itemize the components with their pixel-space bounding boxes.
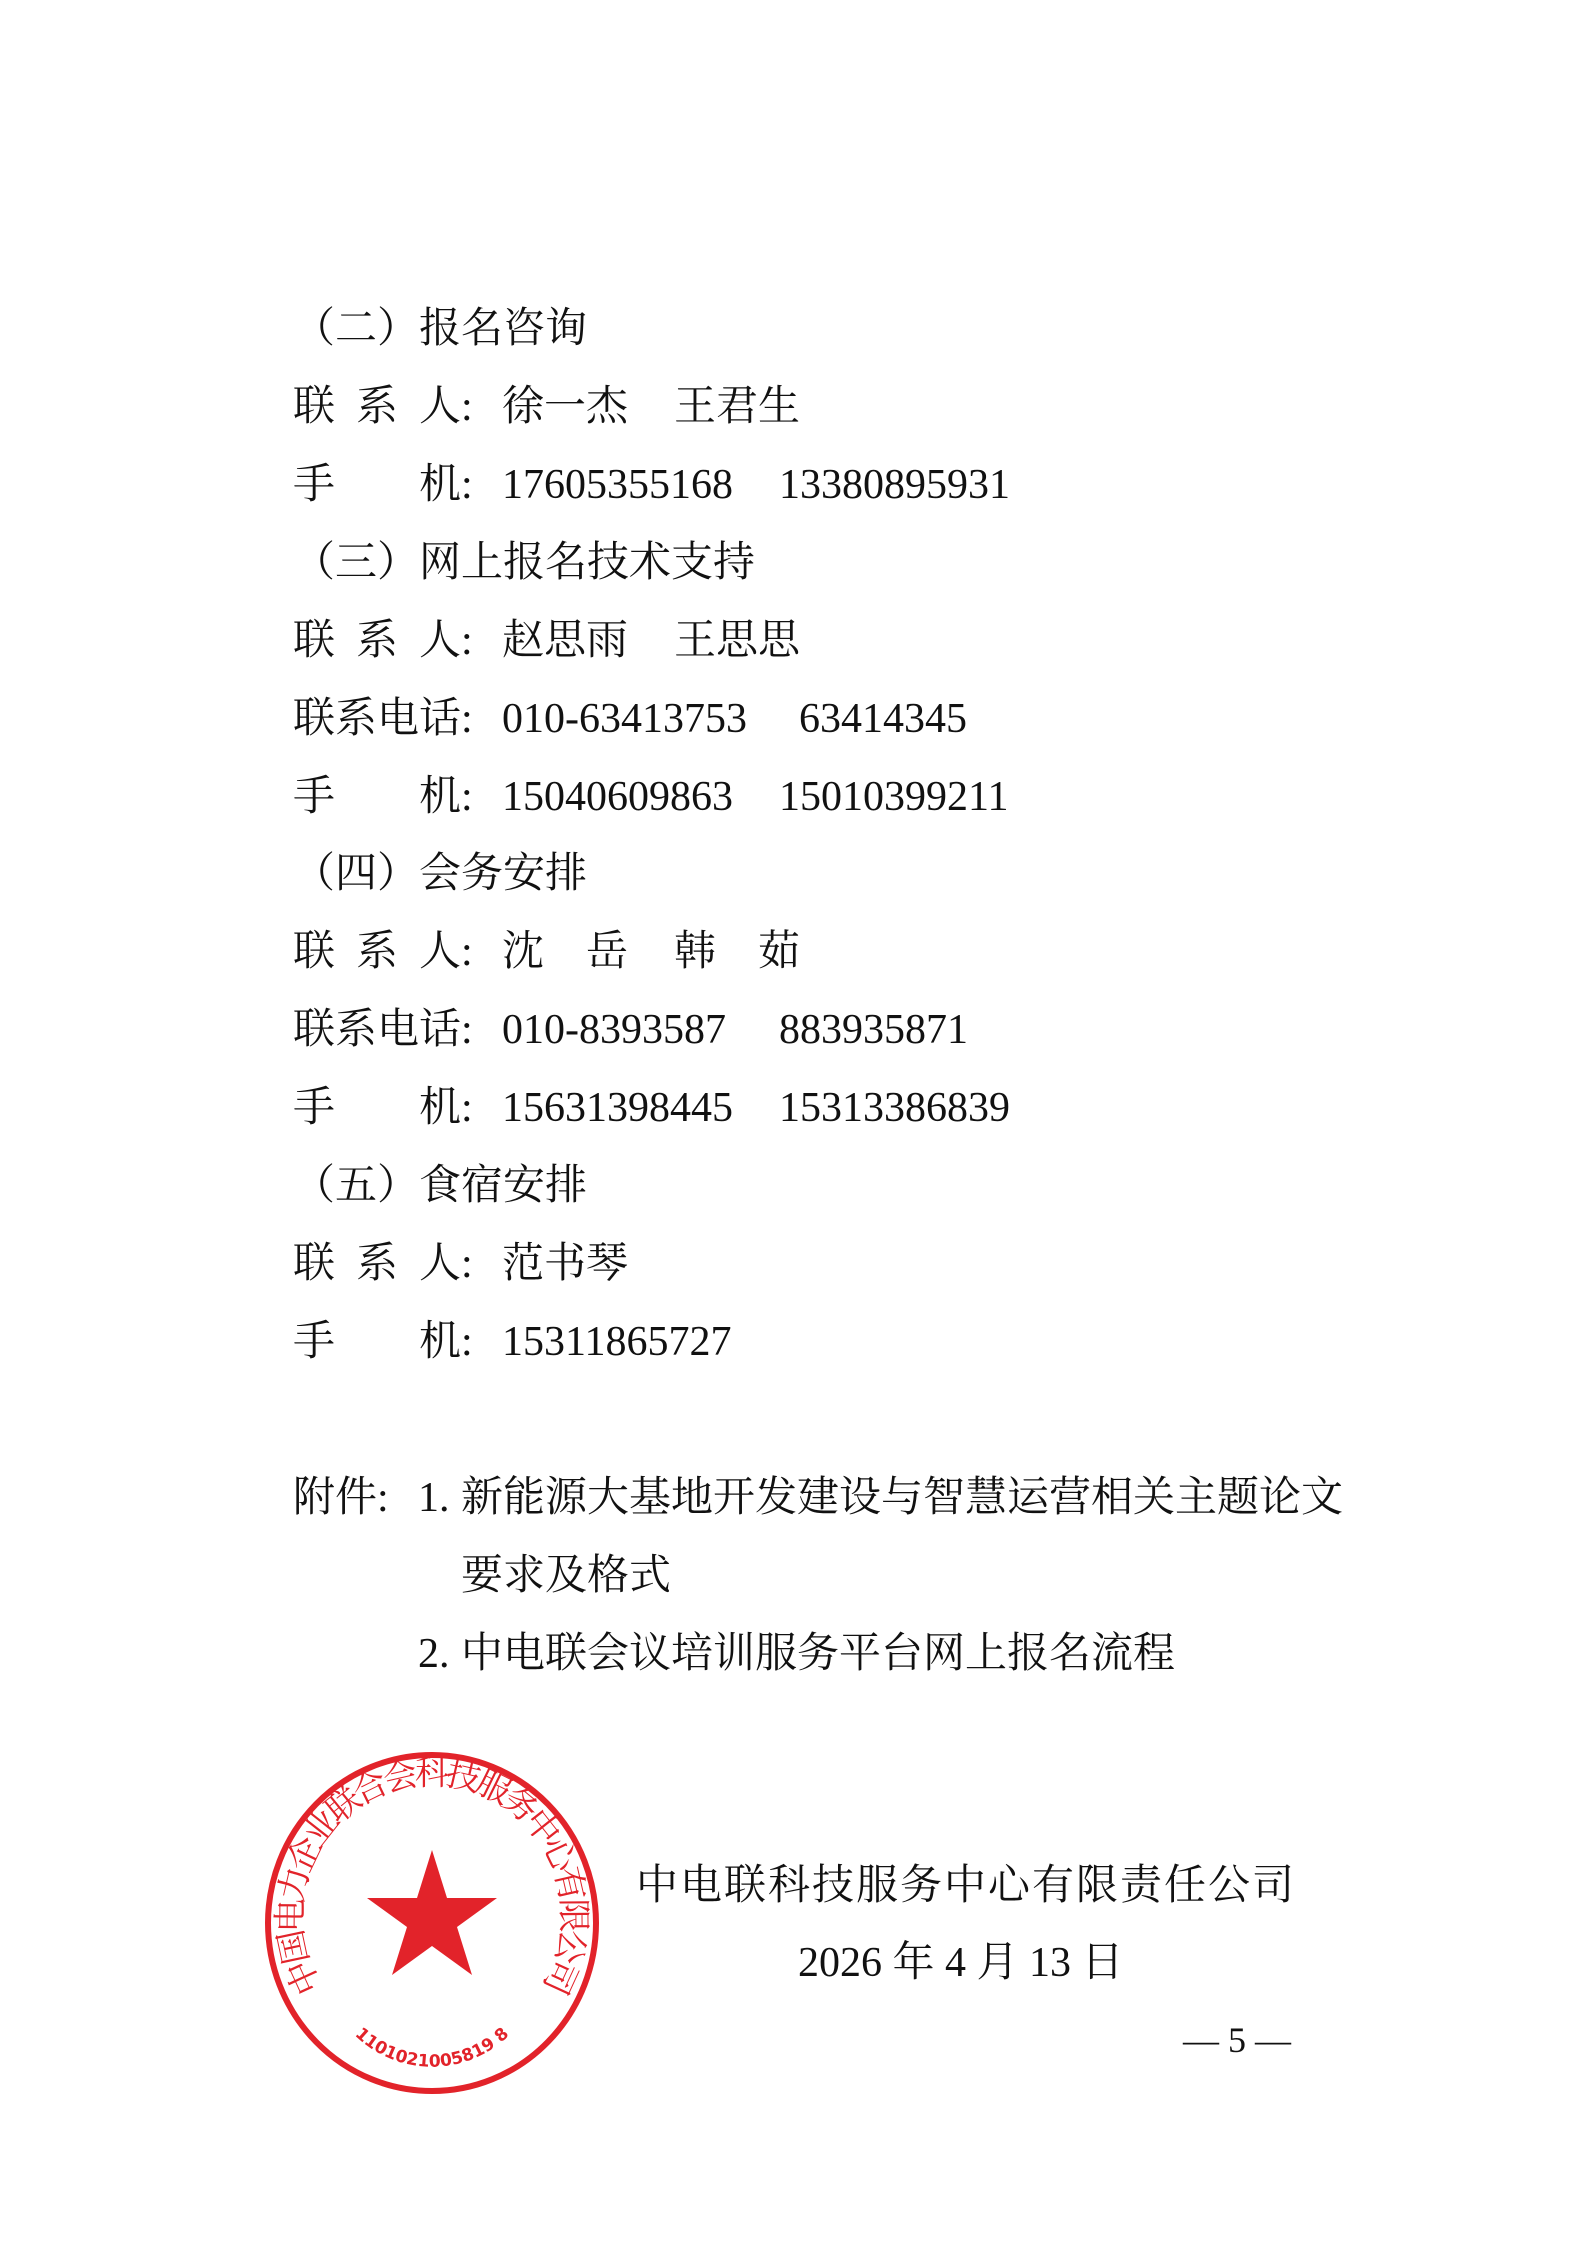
page-number: — 5 — — [1183, 2020, 1291, 2060]
contact-row — [293, 379, 1193, 435]
row-label: 手机 — [293, 1319, 461, 1365]
section-heading: （三）网上报名技术支持 — [293, 540, 756, 586]
colon: : — [461, 462, 473, 508]
contact-row — [293, 1236, 1193, 1292]
phone-number: 15040609863 — [502, 774, 733, 820]
phone-number: 17605355168 — [502, 462, 733, 508]
section-heading: （四）会务安排 — [293, 851, 588, 897]
row-label: 联系电话 — [293, 696, 462, 742]
attachments-label: 附件: — [293, 1475, 389, 1521]
star-icon — [367, 1850, 497, 1975]
row-label: 联系人 — [293, 384, 461, 430]
colon: : — [461, 1319, 473, 1365]
colon: : — [461, 929, 473, 975]
signature-company: 中电联科技服务中心有限责任公司 — [636, 1863, 1297, 1909]
attachment-number: 2. — [418, 1631, 450, 1677]
phone-number: 15311865727 — [502, 1319, 732, 1365]
contact-row — [293, 1314, 1193, 1370]
phone-number: 15631398445 — [502, 1085, 733, 1131]
contact-name: 王思思 — [674, 618, 801, 664]
contact-name: 赵思雨 — [502, 618, 629, 664]
phone-number: 63414345 — [799, 696, 967, 742]
contact-name: 沈 岳 — [502, 929, 629, 975]
contact-name: 韩 茹 — [674, 929, 801, 975]
colon: : — [461, 1007, 473, 1053]
colon: : — [461, 618, 473, 664]
attachment-title[interactable]: 中电联会议培训服务平台网上报名流程 — [461, 1631, 1176, 1677]
colon: : — [461, 384, 473, 430]
colon: : — [461, 696, 473, 742]
row-label: 联系人 — [293, 1241, 461, 1287]
row-label: 手机 — [293, 1085, 461, 1131]
contact-row — [293, 1002, 1193, 1058]
colon: : — [461, 1085, 473, 1131]
phone-number: 883935871 — [779, 1007, 968, 1053]
contact-name: 徐一杰 — [502, 384, 629, 430]
contact-row — [293, 1080, 1193, 1136]
official-seal — [262, 1750, 602, 2096]
seal-text: 中国电力企业联合会科技服务中心有限公司 — [270, 1753, 594, 2001]
row-label: 联系电话 — [293, 1007, 462, 1053]
phone-number: 010-8393587 — [502, 1007, 726, 1053]
phone-number: 010-63413753 — [502, 696, 747, 742]
section-heading: （二）报名咨询 — [293, 306, 588, 352]
contact-row — [293, 613, 1193, 669]
colon: : — [461, 1241, 473, 1287]
attachment-number: 1. — [418, 1475, 450, 1521]
contact-row — [293, 457, 1193, 513]
phone-number: 15010399211 — [779, 774, 1009, 820]
row-label: 联系人 — [293, 618, 461, 664]
contact-name: 王君生 — [674, 384, 801, 430]
signature-date: 2026 年 4 月 13 日 — [798, 1940, 1124, 1986]
contact-name: 范书琴 — [502, 1241, 629, 1287]
contact-row — [293, 691, 1193, 747]
row-label: 手机 — [293, 774, 461, 820]
seal-code: 1101021005819 8 — [351, 2023, 513, 2072]
section-heading: （五）食宿安排 — [293, 1163, 588, 1209]
row-label: 手机 — [293, 462, 461, 508]
contact-row — [293, 924, 1193, 980]
colon: : — [461, 774, 473, 820]
attachment-title[interactable]: 新能源大基地开发建设与智慧运营相关主题论文 — [461, 1475, 1344, 1521]
phone-number: 13380895931 — [779, 462, 1010, 508]
attachment-2 — [418, 1626, 1318, 1682]
phone-number: 15313386839 — [779, 1085, 1010, 1131]
contact-row — [293, 769, 1193, 825]
attachment-1-continued: 要求及格式 — [461, 1553, 672, 1599]
row-label: 联系人 — [293, 929, 461, 975]
attachment-1 — [293, 1470, 1393, 1526]
